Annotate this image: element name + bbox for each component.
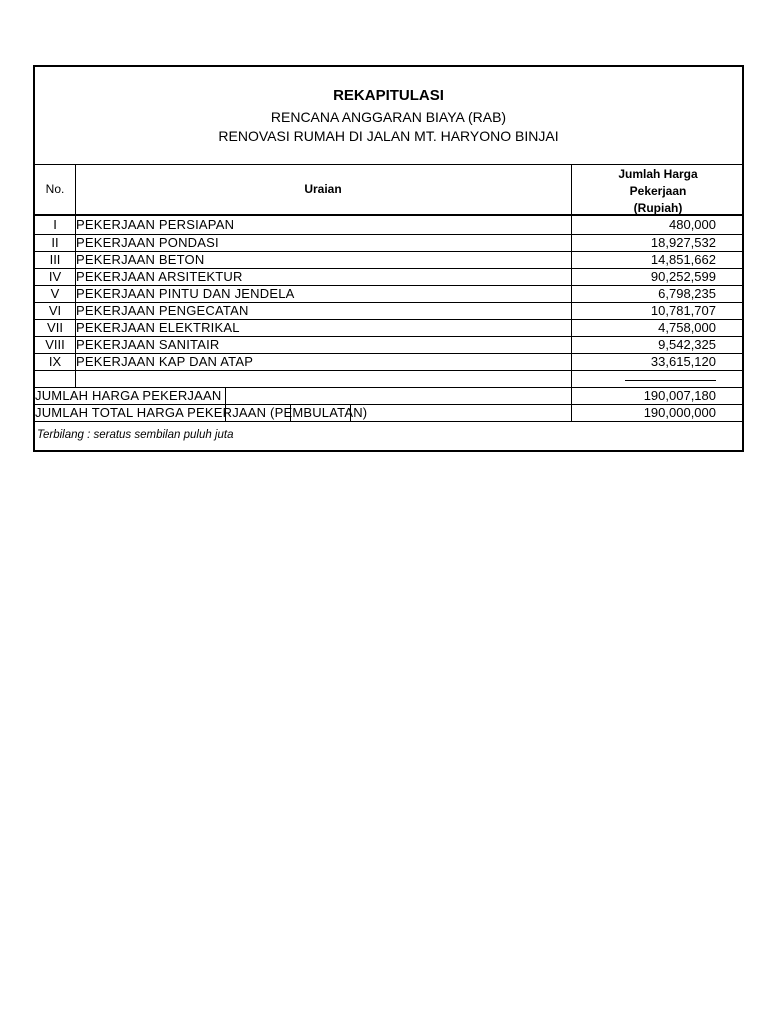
row-divider xyxy=(35,421,742,422)
row-number: III xyxy=(49,252,61,267)
table-row xyxy=(35,353,742,370)
column-header-uraian: Uraian xyxy=(304,182,342,196)
table-row xyxy=(35,336,742,353)
row-description: PEKERJAAN ARSITEKTUR xyxy=(76,269,243,284)
row-amount: 480,000 xyxy=(669,217,716,232)
amount-underline xyxy=(625,380,716,381)
row-description: PEKERJAAN BETON xyxy=(76,252,205,267)
rounded-total-row xyxy=(35,404,742,421)
row-number: VII xyxy=(47,320,63,335)
project-name: RENOVASI RUMAH DI JALAN MT. HARYONO BINJAI xyxy=(218,128,559,144)
row-description: PEKERJAAN SANITAIR xyxy=(76,337,220,352)
row-number: IV xyxy=(48,269,62,284)
rounded-total-amount: 190,000,000 xyxy=(643,405,716,420)
total-row xyxy=(35,387,742,404)
table-row xyxy=(35,216,742,233)
row-number: II xyxy=(51,235,59,250)
row-amount: 10,781,707 xyxy=(650,303,716,318)
row-description: PEKERJAAN PONDASI xyxy=(76,235,219,250)
table-row xyxy=(35,268,742,285)
amount-in-words: Terbilang : seratus sembilan puluh juta xyxy=(37,429,234,441)
row-description: PEKERJAAN ELEKTRIKAL xyxy=(76,320,240,335)
row-description: PEKERJAAN PERSIAPAN xyxy=(76,217,235,232)
row-amount: 90,252,599 xyxy=(650,269,716,284)
row-amount: 14,851,662 xyxy=(650,252,716,267)
total-amount: 190,007,180 xyxy=(643,388,716,403)
table-row xyxy=(35,234,742,251)
row-description: PEKERJAAN KAP DAN ATAP xyxy=(76,354,254,369)
column-header-jumlah xyxy=(572,166,744,217)
row-description: PEKERJAAN PINTU DAN JENDELA xyxy=(76,286,295,301)
column-header-jumlah-line2: Pekerjaan xyxy=(629,184,687,198)
row-number: V xyxy=(50,286,60,301)
row-number: I xyxy=(53,217,57,232)
row-amount: 4,758,000 xyxy=(658,320,716,335)
document-title: REKAPITULASI xyxy=(333,87,444,104)
title-block xyxy=(35,67,742,165)
row-description: PEKERJAAN PENGECATAN xyxy=(76,303,249,318)
document-subtitle: RENCANA ANGGARAN BIAYA (RAB) xyxy=(270,109,507,125)
row-number: VI xyxy=(48,303,62,318)
row-amount: 18,927,532 xyxy=(650,235,716,250)
table-row xyxy=(35,302,742,319)
table-row xyxy=(35,251,742,268)
rab-recap-table xyxy=(33,65,744,452)
total-label: JUMLAH HARGA PEKERJAAN xyxy=(35,388,222,403)
table-row xyxy=(35,285,742,302)
row-divider xyxy=(35,370,742,371)
row-number: VIII xyxy=(45,337,65,352)
column-header-jumlah-line3: (Rupiah) xyxy=(633,201,683,215)
row-amount: 33,615,120 xyxy=(650,354,716,369)
table-row xyxy=(35,319,742,336)
column-header-jumlah-line1: Jumlah Harga xyxy=(618,167,698,181)
rounded-total-label: JUMLAH TOTAL HARGA PEKERJAAN (PEMBULATAN) xyxy=(35,405,368,420)
row-amount: 6,798,235 xyxy=(658,286,716,301)
row-amount: 9,542,325 xyxy=(658,337,716,352)
header-divider xyxy=(35,164,742,165)
column-header-no: No. xyxy=(45,182,65,196)
row-number: IX xyxy=(48,354,62,369)
